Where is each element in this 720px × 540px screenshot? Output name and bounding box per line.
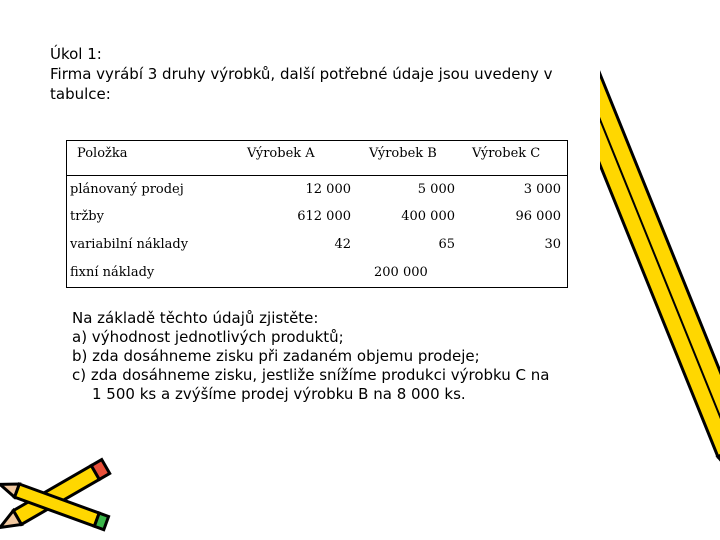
- small-pencil-tip-icon: [0, 478, 19, 497]
- header-polozka: Položka: [77, 146, 128, 161]
- value-b: 5 000: [417, 182, 455, 197]
- value-c: 96 000: [515, 209, 561, 224]
- task-heading: [50, 44, 630, 104]
- value-a: 42: [334, 237, 351, 252]
- pencils-icon: [0, 430, 130, 540]
- task-description-line: Firma vyrábí 3 druhy výrobků, další potřebné údaje jsou uvedeny v: [50, 65, 553, 83]
- table-row: [67, 260, 567, 286]
- value-a: 12 000: [305, 182, 351, 197]
- header-vyrobek-b: Výrobek B: [369, 146, 437, 161]
- value-b: 400 000: [401, 209, 455, 224]
- row-label: plánovaný prodej: [70, 182, 184, 197]
- task-description-line: tabulce:: [50, 85, 111, 103]
- table-row: [67, 232, 567, 258]
- value-c: 3 000: [523, 182, 561, 197]
- header-vyrobek-c: Výrobek C: [472, 146, 541, 161]
- table-row: [67, 204, 567, 230]
- task-item-b: b) zda dosáhneme zisku při zadaném objemu prodeje;: [72, 347, 480, 365]
- task-intro: Na základě těchto údajů zjistěte:: [72, 309, 319, 327]
- value-a: 612 000: [297, 209, 351, 224]
- header-vyrobek-a: Výrobek A: [247, 146, 315, 161]
- value-b: 65: [438, 237, 455, 252]
- row-label: fixní náklady: [70, 265, 155, 280]
- value-total: 200 000: [374, 265, 428, 280]
- row-label: variabilní náklady: [70, 237, 189, 252]
- table-row: [67, 177, 567, 203]
- task-title: Úkol 1:: [50, 45, 102, 63]
- data-table: [66, 140, 568, 288]
- task-item-a: a) výhodnost jednotlivých produktů;: [72, 328, 344, 346]
- pencil-icon: [600, 0, 720, 540]
- value-c: 30: [544, 237, 561, 252]
- pencil-body-icon: [600, 64, 720, 457]
- task-item-c-continued: 1 500 ks a zvýšíme prodej výrobku B na 8 000 ks.: [92, 385, 466, 403]
- task-item-c: c) zda dosáhneme zisku, jestliže snížíme produkci výrobku C na: [72, 366, 550, 384]
- row-label: tržby: [70, 209, 104, 224]
- task-list: [72, 309, 632, 404]
- table-header-row: [67, 141, 567, 176]
